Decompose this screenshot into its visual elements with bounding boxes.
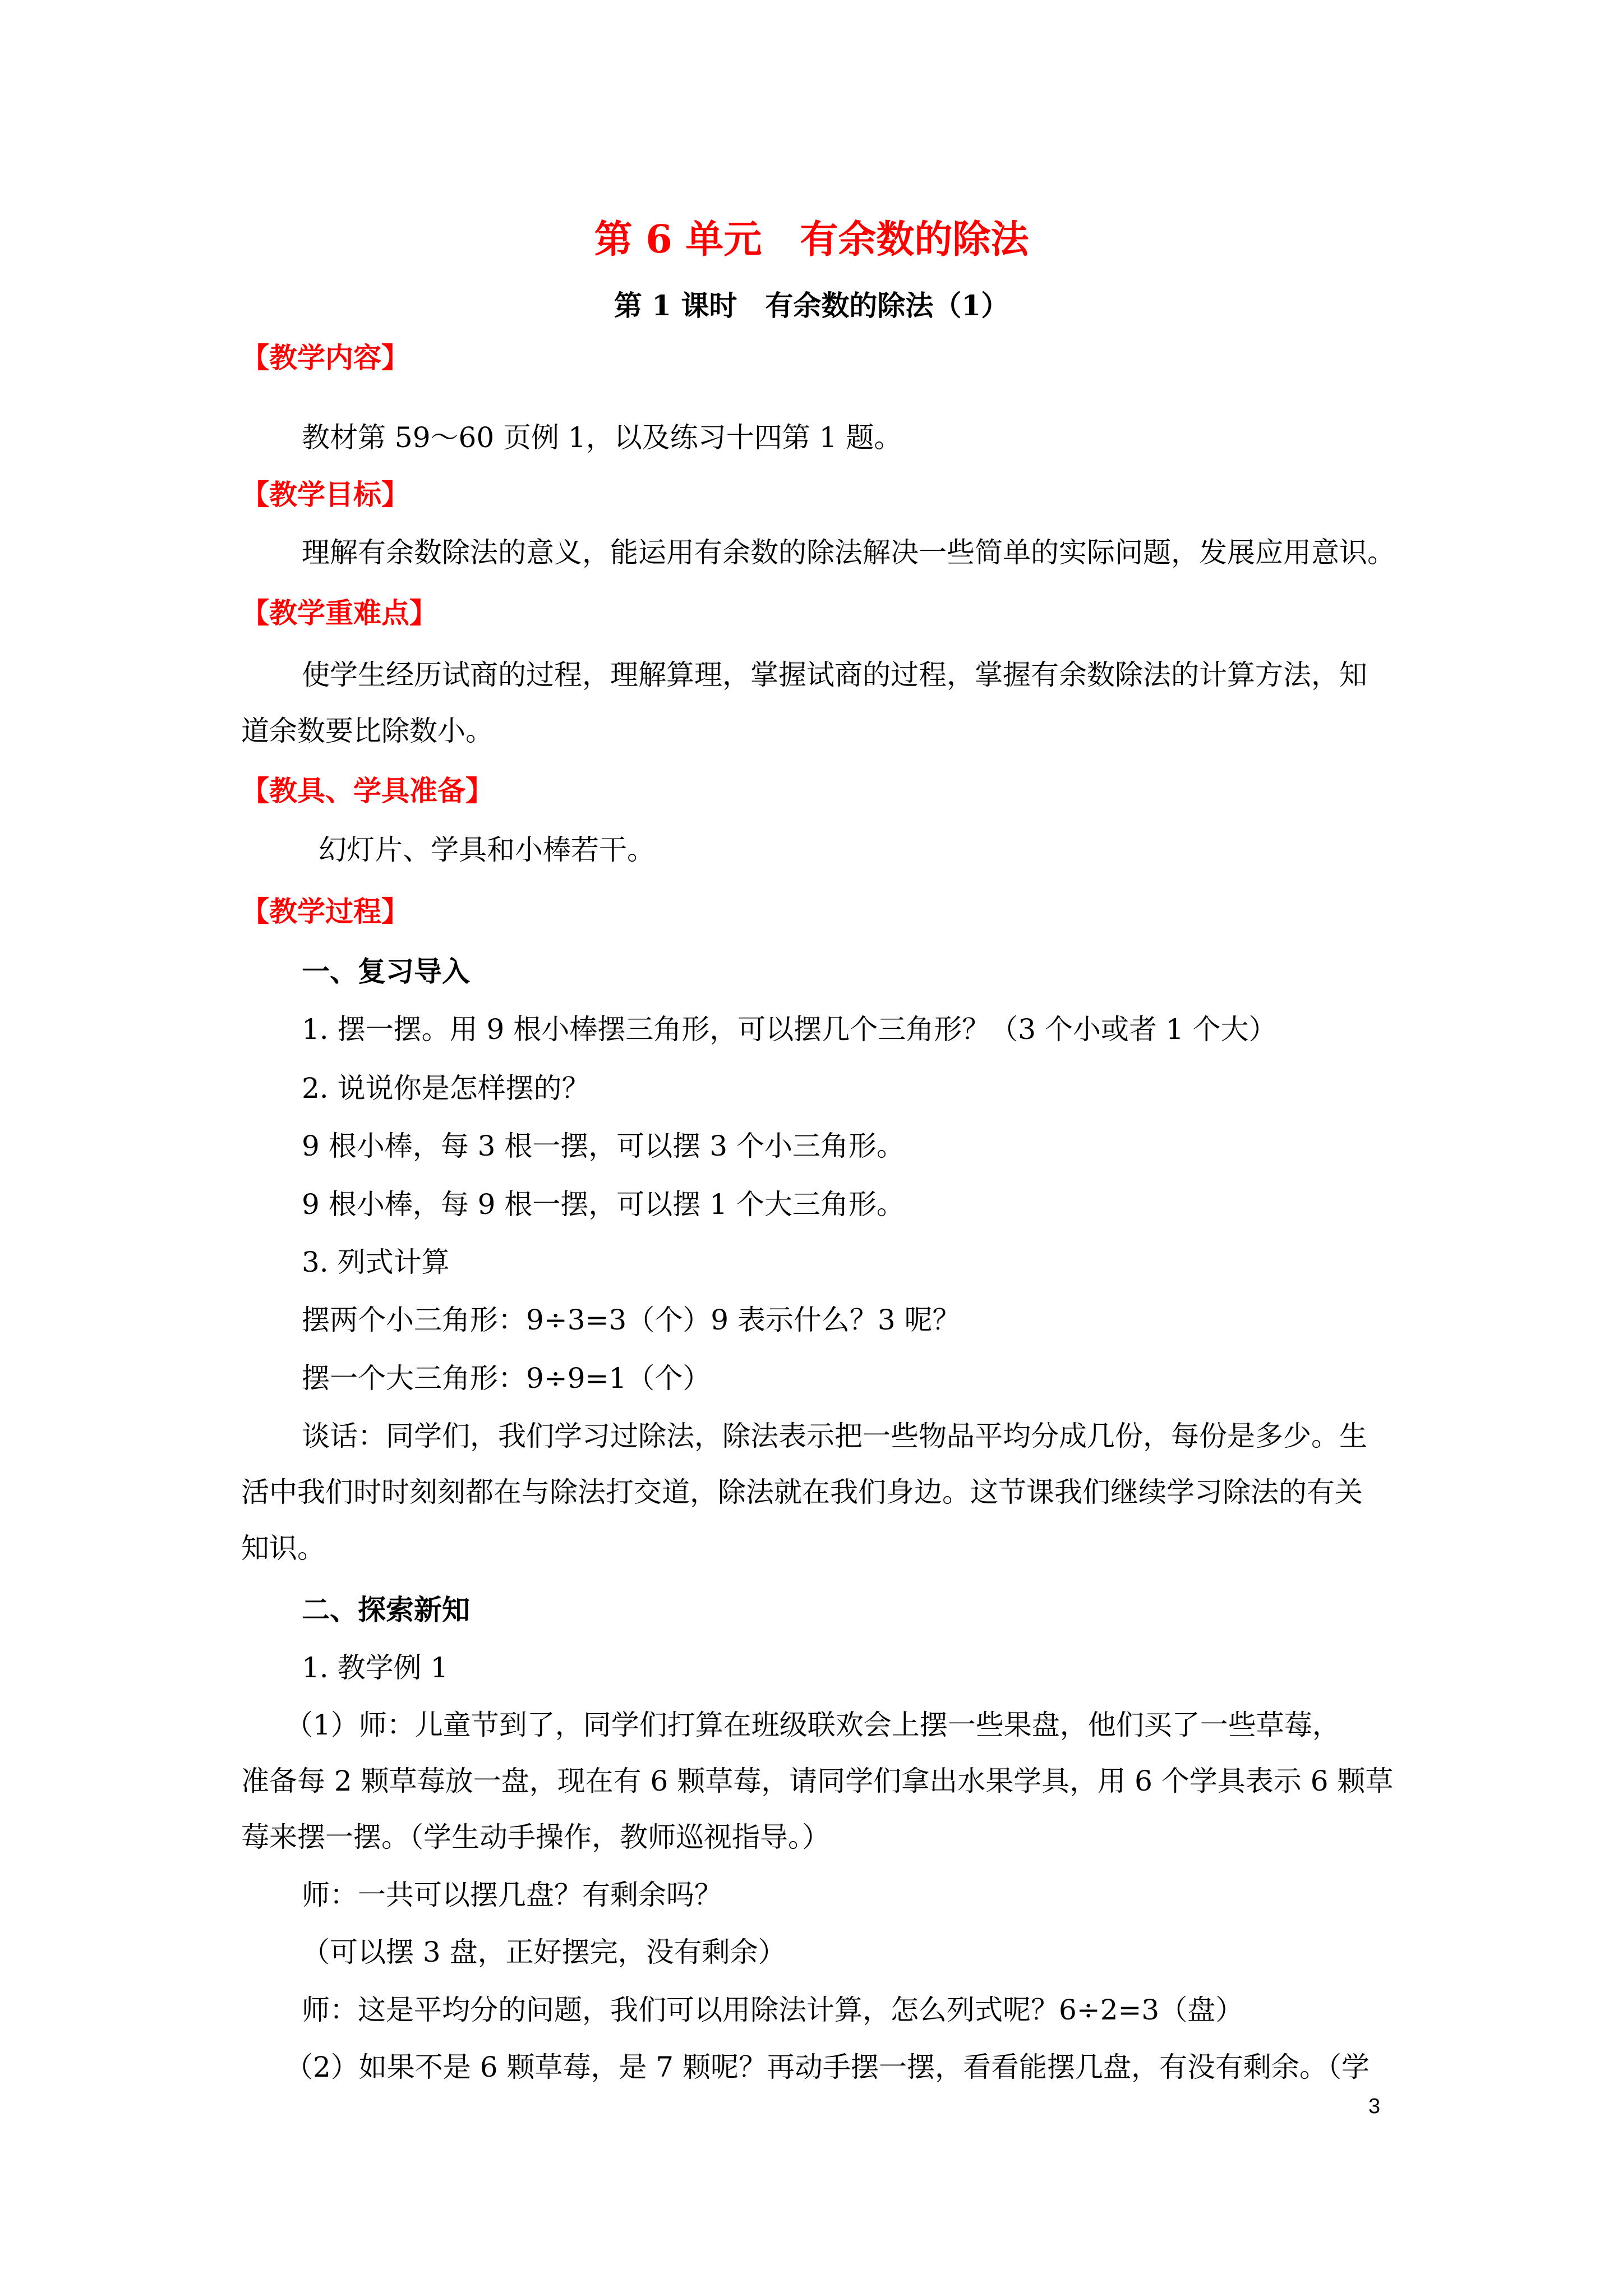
section-heading-goals: 【教学目标】 <box>241 478 409 511</box>
part1-line-5: 3. 列式计算 <box>302 1246 450 1278</box>
content-text: 教材第 59～60 页例 1，以及练习十四第 1 题。 <box>302 421 902 454</box>
talk-line-2: 活中我们时时刻刻都在与除法打交道，除法就在我们身边。这节课我们继续学习除法的有关 <box>241 1476 1363 1508</box>
section-heading-process: 【教学过程】 <box>241 895 409 928</box>
teacher-question-1: 师：一共可以摆几盘？有剩余吗？ <box>302 1879 722 1911</box>
lesson-title: 第 1 课时 有余数的除法（1） <box>614 289 1009 322</box>
page-number: 3 <box>1368 2095 1381 2118</box>
teacher-question-2: 师：这是平均分的问题，我们可以用除法计算，怎么列式呢？6÷2=3（盘） <box>302 1994 1244 2026</box>
example-p1-line-3: 莓来摆一摆。（学生动手操作，教师巡视指导。） <box>241 1821 830 1853</box>
section-heading-materials: 【教具、学具准备】 <box>241 774 494 807</box>
part1-line-2: 2. 说说你是怎样摆的？ <box>302 1072 590 1105</box>
goals-text: 理解有余数除法的意义，能运用有余数的除法解决一些简单的实际问题，发展应用意识。 <box>302 536 1395 569</box>
section-heading-content: 【教学内容】 <box>241 341 409 374</box>
unit-title: 第 6 单元 有余数的除法 <box>594 217 1029 262</box>
materials-text: 幻灯片、学具和小棒若干。 <box>319 834 655 866</box>
part1-line-6: 摆两个小三角形：9÷3=3（个）9 表示什么？3 呢？ <box>302 1304 961 1336</box>
example-p1-line-2: 准备每 2 颗草莓放一盘，现在有 6 颗草莓，请同学们拿出水果学具，用 6 个学具表示 6 颗草 <box>241 1765 1394 1797</box>
example-p1-line-1: （1）师：儿童节到了，同学们打算在班级联欢会上摆一些果盘，他们买了一些草莓， <box>285 1709 1340 1741</box>
section-heading-key-points: 【教学重难点】 <box>241 596 437 629</box>
part1-line-4: 9 根小棒，每 9 根一摆，可以摆 1 个大三角形。 <box>302 1188 905 1221</box>
part1-heading: 一、复习导入 <box>302 955 470 988</box>
part1-line-1: 1. 摆一摆。用 9 根小棒摆三角形，可以摆几个三角形？（3 个小或者 1 个大） <box>302 1013 1277 1046</box>
talk-line-1: 谈话：同学们，我们学习过除法，除法表示把一些物品平均分成几份，每份是多少。生 <box>302 1420 1367 1452</box>
example-label: 1. 教学例 1 <box>302 1651 449 1684</box>
answer-1: （可以摆 3 盘，正好摆完，没有剩余） <box>302 1936 786 1968</box>
part2-heading: 二、探索新知 <box>302 1593 470 1626</box>
example-p2-line-1: （2）如果不是 6 颗草莓，是 7 颗呢？再动手摆一摆，看看能摆几盘，有没有剩余。（学 <box>285 2051 1370 2083</box>
part1-line-7: 摆一个大三角形：9÷9=1（个） <box>302 1362 711 1395</box>
key-points-line-1: 使学生经历试商的过程，理解算理，掌握试商的过程，掌握有余数除法的计算方法，知 <box>302 659 1367 691</box>
part1-line-3: 9 根小棒，每 3 根一摆，可以摆 3 个小三角形。 <box>302 1130 905 1162</box>
key-points-line-2: 道余数要比除数小。 <box>241 715 494 747</box>
talk-line-3: 知识。 <box>241 1532 325 1565</box>
